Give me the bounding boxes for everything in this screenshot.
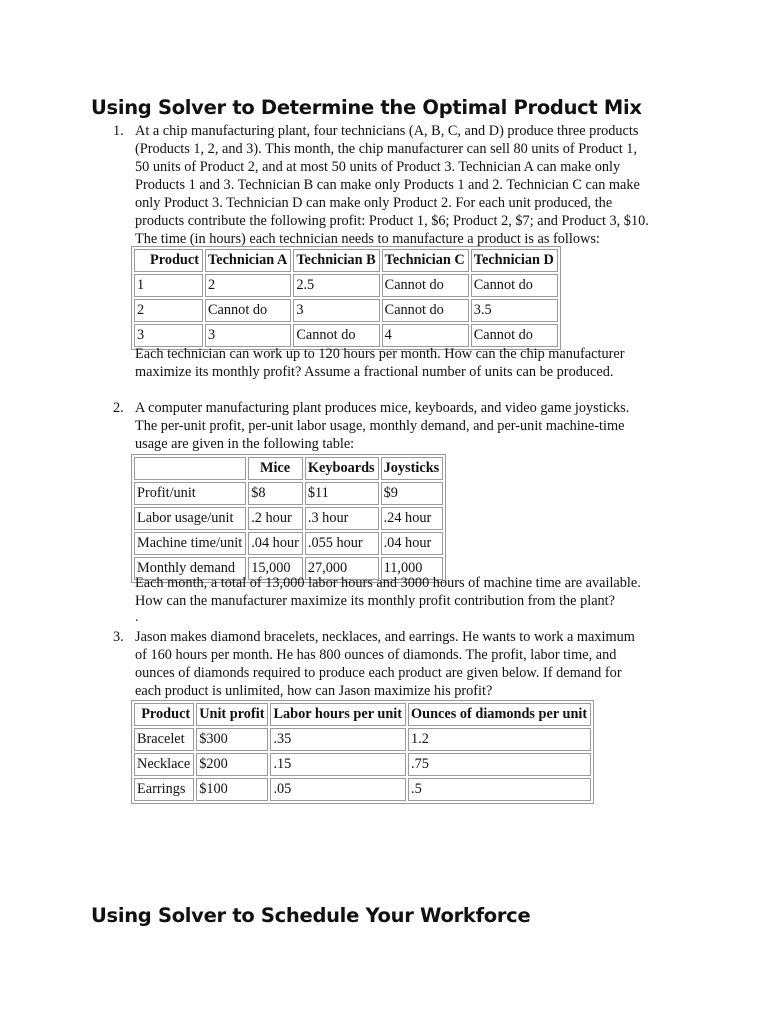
table-header-cell: Joysticks: [381, 457, 444, 480]
text-line: At a chip manufacturing plant, four technicians (A, B, C, and D) produce three products: [135, 123, 639, 139]
table-cell: .055 hour: [305, 532, 379, 555]
table-cell: $8: [248, 482, 303, 505]
table-cell: Profit/unit: [134, 482, 246, 505]
table-cell: 11,000: [381, 557, 444, 580]
table-header-cell: Product: [134, 703, 194, 726]
table-cell: 2: [205, 274, 291, 297]
table-cell: 27,000: [305, 557, 379, 580]
table-cell: Necklace: [134, 753, 194, 776]
problem-number: 3.: [113, 629, 124, 645]
table-row: [134, 507, 443, 530]
table-cell: .3 hour: [305, 507, 379, 530]
table-cell: .24 hour: [381, 507, 444, 530]
table-cell: 3: [134, 324, 203, 347]
table-row: [134, 753, 591, 776]
table-cell: Machine time/unit: [134, 532, 246, 555]
text-line: of 160 hours per month. He has 800 ounces of diamonds. The profit, labor time, and: [135, 647, 617, 663]
table-row: [134, 482, 443, 505]
table-cell: $300: [196, 728, 268, 751]
table-header-cell: Mice: [248, 457, 303, 480]
table-cell: $11: [305, 482, 379, 505]
table-cell: .05: [270, 778, 406, 801]
table-cell: .75: [408, 753, 591, 776]
table-cell: .2 hour: [248, 507, 303, 530]
problem-3-text: [135, 628, 635, 700]
problem-2-followup: [135, 574, 641, 610]
text-line: The per-unit profit, per-unit labor usage, monthly demand, and per-unit machine-time: [135, 418, 625, 434]
table-cell: .15: [270, 753, 406, 776]
problem-number: 2.: [113, 400, 124, 416]
table-cell: 2.5: [293, 274, 379, 297]
text-line: How can the manufacturer maximize its monthly profit contribution from the plant?: [135, 593, 615, 609]
table-cell: .5: [408, 778, 591, 801]
table-header-cell: [134, 457, 246, 480]
problem-2-text: [135, 399, 629, 453]
table-header-cell: Technician A: [205, 249, 291, 272]
table-cell: 3: [293, 299, 379, 322]
table-row: [134, 324, 558, 347]
table-row: [134, 532, 443, 555]
table-cell: Labor usage/unit: [134, 507, 246, 530]
text-line: Each month, a total of 13,000 labor hours and 3000 hours of machine time are available.: [135, 575, 641, 591]
text-line: only Product 3. Technician D can make only Product 2. For each unit produced, the: [135, 195, 613, 211]
table-header-cell: Ounces of diamonds per unit: [408, 703, 591, 726]
problem-number: 1.: [113, 123, 124, 139]
table-header-cell: Product: [134, 249, 203, 272]
table-cell: 3.5: [471, 299, 558, 322]
text-line: Each technician can work up to 120 hours per month. How can the chip manufacturer: [135, 346, 625, 362]
table-cell: $9: [381, 482, 444, 505]
table-row: [134, 728, 591, 751]
text-line: (Products 1, 2, and 3). This month, the chip manufacturer can sell 80 units of Product 1,: [135, 141, 638, 157]
problem-1-text: [135, 122, 678, 248]
text-line: 50 units of Product 2, and at most 50 units of Product 3. Technician A can make only: [135, 159, 621, 175]
computer-products-table: [131, 454, 446, 583]
table-header-cell: Technician C: [382, 249, 469, 272]
table-header-cell: Technician D: [471, 249, 558, 272]
table-cell: 1: [134, 274, 203, 297]
text-line: A computer manufacturing plant produces mice, keyboards, and video game joysticks.: [135, 400, 630, 416]
table-cell: Cannot do: [382, 274, 469, 297]
table-cell: 2: [134, 299, 203, 322]
table-cell: $200: [196, 753, 268, 776]
table-cell: Cannot do: [471, 324, 558, 347]
table-cell: .04 hour: [381, 532, 444, 555]
text-line: ounces of diamonds required to produce each product are given below. If demand for: [135, 665, 622, 681]
table-cell: Cannot do: [471, 274, 558, 297]
table-row: [134, 778, 591, 801]
table-header-row: [134, 703, 591, 726]
table-header-cell: Unit profit: [196, 703, 268, 726]
table-header-row: [134, 249, 558, 272]
technician-time-table: [131, 246, 561, 350]
problem-1-followup: [135, 345, 625, 381]
table-cell: Monthly demand: [134, 557, 246, 580]
section-title-schedule-workforce: Using Solver to Schedule Your Workforce: [91, 904, 531, 927]
table-cell: Bracelet: [134, 728, 194, 751]
table-cell: Cannot do: [293, 324, 379, 347]
text-line: The time (in hours) each technician needs to manufacture a product is as follows:: [135, 231, 600, 247]
jewelry-products-table: [131, 700, 594, 804]
table-cell: 1.2: [408, 728, 591, 751]
table-cell: Cannot do: [205, 299, 291, 322]
table-row: [134, 274, 558, 297]
table-row: [134, 299, 558, 322]
table-cell: 4: [382, 324, 469, 347]
table-header-cell: Labor hours per unit: [270, 703, 406, 726]
table-cell: Earrings: [134, 778, 194, 801]
text-line: each product is unlimited, how can Jason maximize his profit?: [135, 683, 493, 699]
text-line: usage are given in the following table:: [135, 436, 355, 452]
table-cell: Cannot do: [382, 299, 469, 322]
text-line: maximize its monthly profit? Assume a fractional number of units can be produced.: [135, 364, 614, 380]
trailing-period: .: [135, 610, 139, 625]
text-line: products contribute the following profit: Product 1, $6; Product 2, $7; and Product 3, $10.: [135, 213, 649, 229]
table-cell: 3: [205, 324, 291, 347]
table-header-row: [134, 457, 443, 480]
text-line: Products 1 and 3. Technician B can make only Products 1 and 2. Technician C can make: [135, 177, 640, 193]
table-header-cell: Keyboards: [305, 457, 379, 480]
section-title-product-mix: Using Solver to Determine the Optimal Product Mix: [91, 96, 642, 119]
table-header-cell: Technician B: [293, 249, 379, 272]
table-cell: 15,000: [248, 557, 303, 580]
text-line: Jason makes diamond bracelets, necklaces, and earrings. He wants to work a maximum: [135, 629, 635, 645]
table-cell: .35: [270, 728, 406, 751]
table-cell: $100: [196, 778, 268, 801]
table-cell: .04 hour: [248, 532, 303, 555]
